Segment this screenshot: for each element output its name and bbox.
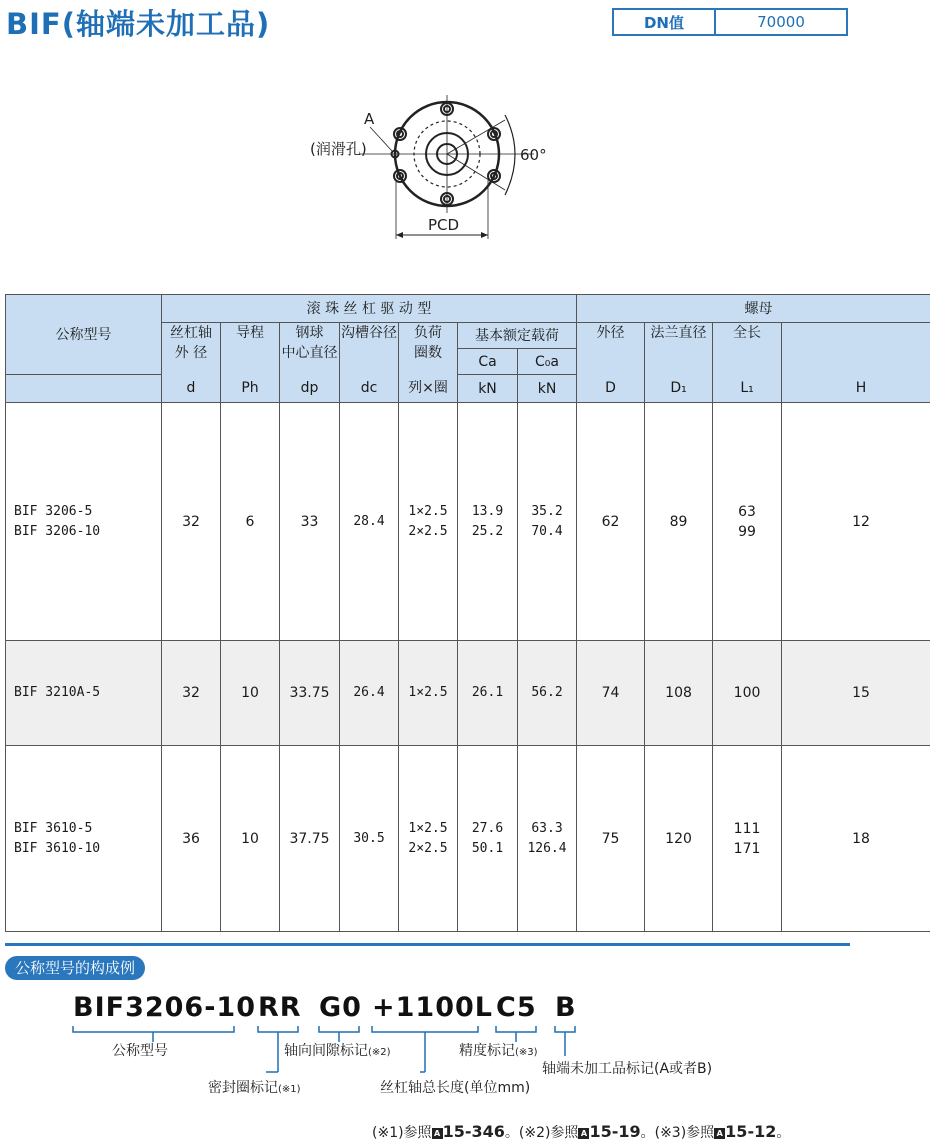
section-rule — [5, 943, 850, 946]
ann-seal: 密封圈标记(※1) — [208, 1080, 301, 1096]
row-ca: 27.6 50.1 — [458, 746, 518, 932]
code-accuracy: C5 — [496, 992, 537, 1023]
ann-length: 丝杠轴总长度(单位mm) — [380, 1080, 531, 1096]
row-model: BIF 3210A-5 — [6, 641, 162, 746]
sym-dc: dc — [340, 375, 399, 403]
row-ph: 10 — [221, 641, 280, 746]
row-D: 75 — [577, 746, 645, 932]
row-D: 74 — [577, 641, 645, 746]
sym-H: H — [782, 375, 930, 403]
row-D1: 89 — [645, 403, 713, 641]
label-a: A — [364, 110, 375, 128]
shaft-od-header: 丝杠轴 外 径 — [162, 323, 221, 375]
row-model: BIF 3610-5 BIF 3610-10 — [6, 746, 162, 932]
row-H: 15 — [782, 641, 930, 746]
row-circ: 1×2.5 2×2.5 — [399, 746, 458, 932]
lead-header: 导程 — [221, 323, 280, 375]
row-ph: 6 — [221, 403, 280, 641]
angle-label: 60° — [520, 146, 547, 164]
row-c0a: 35.2 70.4 — [518, 403, 577, 641]
dn-label: DN值 — [614, 10, 716, 34]
code-length: +1100L — [372, 992, 493, 1023]
circuits-header: 负荷 圈数 — [399, 323, 458, 375]
length-header: 全长 — [713, 323, 782, 375]
ann-clearance: 轴向间隙标记(※2) — [284, 1043, 391, 1059]
row-dc: 28.4 — [340, 403, 399, 641]
c0a-header: C₀a — [518, 349, 577, 375]
book-icon: A — [714, 1128, 725, 1139]
drive-group-header: 滚 珠 丝 杠 驱 动 型 — [162, 295, 577, 323]
row-d: 32 — [162, 403, 221, 641]
code-model: BIF3206-10 — [73, 992, 256, 1023]
footnote: (※1)参照 A 15-346。(※2)参照 A 15-19。(※3)参照 A 15-12。 — [372, 1122, 791, 1141]
row-dp: 33.75 — [280, 641, 340, 746]
nut-od-header: 外径 — [577, 323, 645, 375]
rated-load-header: 基本额定载荷 — [458, 323, 577, 349]
sym-circ: 列×圈 — [399, 375, 458, 403]
book-icon: A — [432, 1128, 443, 1139]
row-model: BIF 3206-5 BIF 3206-10 — [6, 403, 162, 641]
code-seal: RR — [258, 992, 302, 1023]
ann-model: 公称型号 — [112, 1043, 168, 1059]
pcd-label: PCD — [428, 216, 460, 234]
dn-value-box — [612, 8, 848, 36]
row-L1: 100 — [713, 641, 782, 746]
row-L1: 111 171 — [713, 746, 782, 932]
row-D: 62 — [577, 403, 645, 641]
row-H: 12 — [782, 403, 930, 641]
row-c0a: 56.2 — [518, 641, 577, 746]
book-icon: A — [578, 1128, 589, 1139]
page-title: BIF(轴端未加工品) — [6, 7, 271, 41]
table-row — [6, 403, 930, 641]
model-header: 公称型号 — [6, 295, 162, 375]
dn-value: 70000 — [757, 13, 805, 31]
h-header-blank — [782, 323, 930, 375]
row-L1: 63 99 — [713, 403, 782, 641]
row-circ: 1×2.5 — [399, 641, 458, 746]
row-ca: 13.9 25.2 — [458, 403, 518, 641]
spec-table — [5, 294, 930, 932]
row-d: 32 — [162, 641, 221, 746]
sym-d: d — [162, 375, 221, 403]
table-row — [6, 746, 930, 932]
row-ph: 10 — [221, 746, 280, 932]
sym-kn1: kN — [458, 375, 518, 403]
model-sym-blank — [6, 375, 162, 403]
ann-end: 轴端未加工品标记(A或者B) — [542, 1061, 713, 1077]
ca-header: Ca — [458, 349, 518, 375]
row-dc: 26.4 — [340, 641, 399, 746]
lube-hole-label: (润滑孔) — [310, 140, 367, 158]
groove-header: 沟槽谷径 — [340, 323, 399, 375]
ball-pcd-header: 钢球 中心直径 — [280, 323, 340, 375]
example-heading: 公称型号的构成例 — [5, 956, 145, 980]
row-dp: 33 — [280, 403, 340, 641]
row-c0a: 63.3 126.4 — [518, 746, 577, 932]
sym-D1: D₁ — [645, 375, 713, 403]
row-dc: 30.5 — [340, 746, 399, 932]
sym-kn2: kN — [518, 375, 577, 403]
row-d: 36 — [162, 746, 221, 932]
ann-accuracy: 精度标记(※3) — [459, 1043, 538, 1059]
sym-D: D — [577, 375, 645, 403]
row-D1: 120 — [645, 746, 713, 932]
code-end: B — [555, 992, 577, 1023]
code-clearance: G0 — [319, 992, 362, 1023]
row-H: 18 — [782, 746, 930, 932]
row-dp: 37.75 — [280, 746, 340, 932]
flange-header: 法兰直径 — [645, 323, 713, 375]
nut-group-header: 螺母 — [577, 295, 930, 323]
row-circ: 1×2.5 2×2.5 — [399, 403, 458, 641]
row-ca: 26.1 — [458, 641, 518, 746]
sym-dp: dp — [280, 375, 340, 403]
sym-L1: L₁ — [713, 375, 782, 403]
table-row — [6, 641, 930, 746]
row-D1: 108 — [645, 641, 713, 746]
sym-ph: Ph — [221, 375, 280, 403]
